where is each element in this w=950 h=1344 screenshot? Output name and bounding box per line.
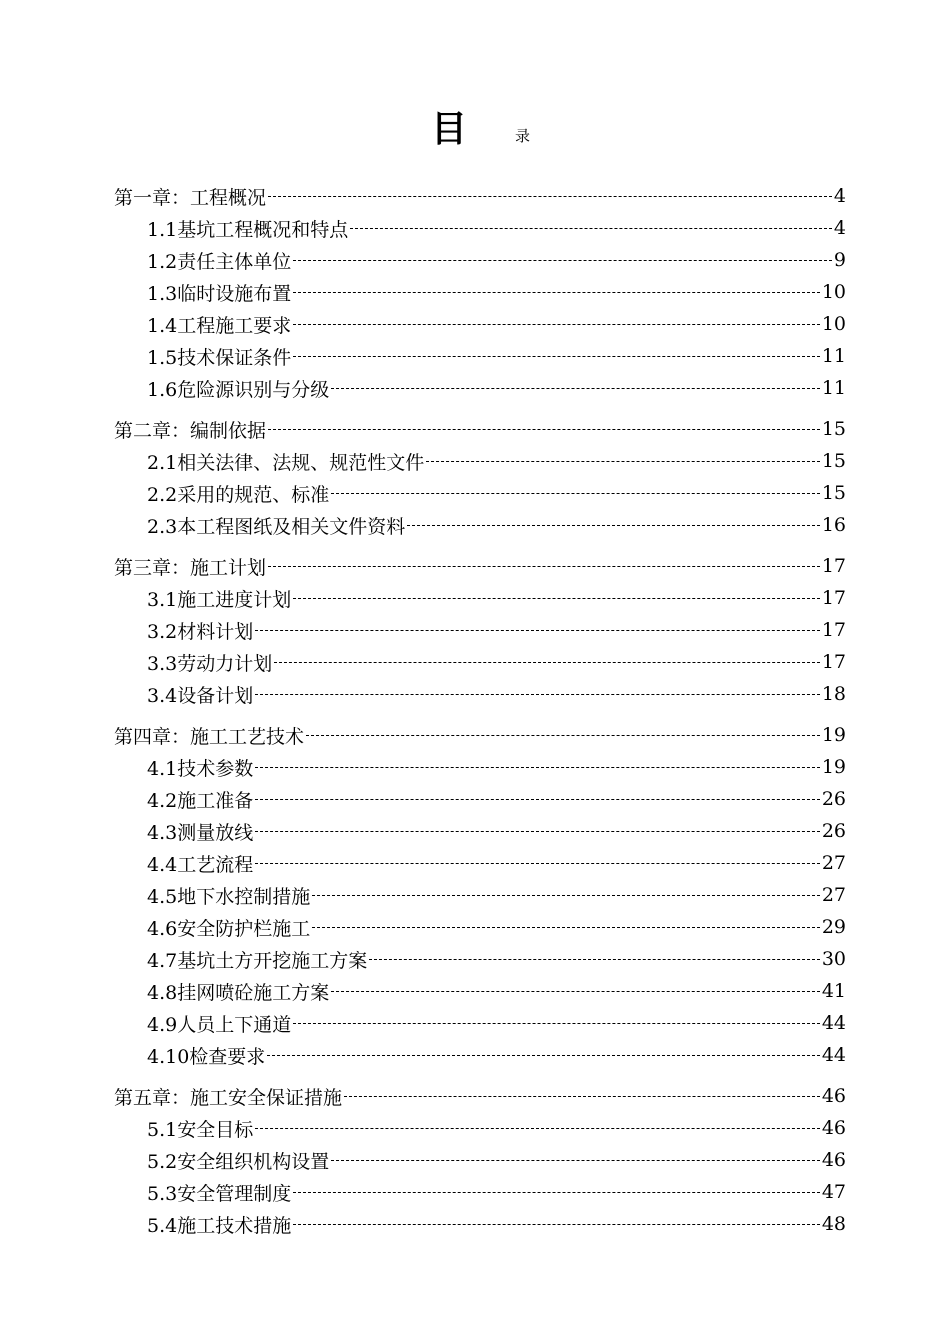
toc-entry-label: 1.6危险源识别与分级	[147, 378, 330, 401]
toc-page-number: 17	[821, 619, 846, 641]
toc-leader-line	[293, 1192, 820, 1193]
toc-page-number: 15	[821, 450, 846, 472]
toc-entry-label: 4.3测量放线	[147, 821, 254, 844]
toc-page-number: 29	[821, 916, 846, 938]
toc-section-row[interactable]	[147, 479, 846, 507]
toc-entry-label: 4.5地下水控制措施	[147, 885, 311, 908]
toc-page-number: 47	[821, 1181, 846, 1203]
toc-leader-line	[255, 863, 820, 864]
toc-section-row[interactable]	[147, 246, 846, 274]
toc-section-row[interactable]	[147, 1009, 846, 1037]
toc-page-number: 46	[821, 1117, 846, 1139]
toc-entry-label: 4.7基坑土方开挖施工方案	[147, 949, 368, 972]
toc-section-row[interactable]	[147, 1114, 846, 1142]
toc-page-number: 27	[821, 852, 846, 874]
toc-page-number: 30	[821, 948, 846, 970]
toc-section-row[interactable]	[147, 977, 846, 1005]
toc-section-row[interactable]	[147, 785, 846, 813]
toc-entry-label: 1.2责任主体单位	[147, 250, 292, 273]
toc-leader-line	[331, 991, 820, 992]
toc-page-number: 46	[821, 1085, 846, 1107]
toc-section-row[interactable]	[147, 1210, 846, 1238]
toc-section-row[interactable]	[147, 214, 846, 242]
toc-leader-line	[268, 429, 820, 430]
toc-page-number: 19	[821, 724, 846, 746]
toc-entry-label: 5.2安全组织机构设置	[147, 1150, 330, 1173]
toc-section-row[interactable]	[147, 342, 846, 370]
toc-page-number: 19	[821, 756, 846, 778]
toc-leader-line	[350, 228, 832, 229]
toc-chapter-row[interactable]	[114, 1082, 846, 1110]
toc-entry-label: 1.5技术保证条件	[147, 346, 292, 369]
toc-section-row[interactable]	[147, 1146, 846, 1174]
toc-title-mu: 目	[431, 109, 468, 150]
toc-page-number: 46	[821, 1149, 846, 1171]
toc-entry-label: 1.4工程施工要求	[147, 314, 292, 337]
toc-section-row[interactable]	[147, 584, 846, 612]
toc-section-row[interactable]	[147, 511, 846, 539]
toc-entry-label: 第五章：施工安全保证措施	[114, 1086, 343, 1109]
toc-leader-line	[331, 388, 820, 389]
toc-leader-line	[268, 566, 820, 567]
toc-title-lu: 录	[515, 127, 531, 145]
toc-section-row[interactable]	[147, 849, 846, 877]
toc-page-number: 4	[833, 185, 846, 207]
toc-leader-line	[255, 694, 820, 695]
toc-entry-label: 第四章：施工工艺技术	[114, 725, 305, 748]
toc-page-number: 10	[821, 313, 846, 335]
toc-section-row[interactable]	[147, 278, 846, 306]
toc-entry-label: 2.3本工程图纸及相关文件资料	[147, 515, 406, 538]
toc-entry-label: 第二章：编制依据	[114, 419, 267, 442]
toc-section-row[interactable]	[147, 447, 846, 475]
toc-leader-line	[426, 461, 820, 462]
toc-page-number: 41	[821, 980, 846, 1002]
toc-page-number: 17	[821, 587, 846, 609]
toc-leader-line	[344, 1096, 820, 1097]
toc-page-number: 17	[821, 555, 846, 577]
toc-chapter-row[interactable]	[114, 415, 846, 443]
toc-entry-label: 第一章：工程概况	[114, 186, 267, 209]
toc-entry-label: 4.6安全防护栏施工	[147, 917, 311, 940]
toc-section-row[interactable]	[147, 913, 846, 941]
toc-page-number: 17	[821, 651, 846, 673]
toc-page-number: 27	[821, 884, 846, 906]
toc-entry-label: 3.4设备计划	[147, 684, 254, 707]
toc-entry-label: 3.3劳动力计划	[147, 652, 273, 675]
toc-entry-label: 4.2施工准备	[147, 789, 254, 812]
toc-entry-label: 4.4工艺流程	[147, 853, 254, 876]
toc-leader-line	[255, 1128, 820, 1129]
toc-entry-label: 第三章：施工计划	[114, 556, 267, 579]
toc-page-number: 15	[821, 418, 846, 440]
toc-leader-line	[312, 927, 820, 928]
toc-leader-line	[255, 630, 820, 631]
toc-section-row[interactable]	[147, 1178, 846, 1206]
toc-page-number: 11	[821, 345, 846, 367]
toc-section-row[interactable]	[147, 310, 846, 338]
toc-leader-line	[293, 292, 820, 293]
toc-entry-label: 4.8挂网喷砼施工方案	[147, 981, 330, 1004]
toc-section-row[interactable]	[147, 753, 846, 781]
toc-page-number: 48	[821, 1213, 846, 1235]
toc-leader-line	[268, 196, 832, 197]
toc-entry-label: 4.9人员上下通道	[147, 1013, 292, 1036]
toc-section-row[interactable]	[147, 945, 846, 973]
toc-entry-label: 3.2材料计划	[147, 620, 254, 643]
toc-page-number: 18	[821, 683, 846, 705]
toc-leader-line	[274, 662, 820, 663]
toc-section-row[interactable]	[147, 680, 846, 708]
toc-leader-line	[293, 1023, 820, 1024]
toc-leader-line	[255, 799, 820, 800]
toc-entry-label: 4.1技术参数	[147, 757, 254, 780]
toc-entry-label: 1.3临时设施布置	[147, 282, 292, 305]
toc-section-row[interactable]	[147, 817, 846, 845]
toc-leader-line	[331, 493, 820, 494]
toc-page-number: 44	[821, 1044, 846, 1066]
toc-page-number: 4	[833, 217, 846, 239]
toc-chapter-row[interactable]	[114, 182, 846, 210]
toc-chapter-row[interactable]	[114, 552, 846, 580]
toc-page-number: 10	[821, 281, 846, 303]
toc-chapter-row[interactable]	[114, 721, 846, 749]
toc-leader-line	[293, 260, 832, 261]
toc-leader-line	[255, 767, 820, 768]
toc-leader-line	[306, 735, 820, 736]
toc-section-row[interactable]	[147, 374, 846, 402]
toc-leader-line	[267, 1055, 820, 1056]
toc-page-number: 15	[821, 482, 846, 504]
toc-entry-label: 5.4施工技术措施	[147, 1214, 292, 1237]
toc-leader-line	[369, 959, 820, 960]
toc-page-number: 44	[821, 1012, 846, 1034]
toc-leader-line	[312, 895, 820, 896]
toc-leader-line	[293, 1224, 820, 1225]
toc-entry-label: 2.2采用的规范、标准	[147, 483, 330, 506]
toc-page-number: 26	[821, 788, 846, 810]
toc-entry-label: 5.1安全目标	[147, 1118, 254, 1141]
toc-leader-line	[331, 1160, 820, 1161]
toc-section-row[interactable]	[147, 648, 846, 676]
toc-entry-label: 1.1基坑工程概况和特点	[147, 218, 349, 241]
toc-section-row[interactable]	[147, 1041, 846, 1069]
toc-section-row[interactable]	[147, 616, 846, 644]
toc-page-number: 11	[821, 377, 846, 399]
toc-entry-label: 2.1相关法律、法规、规范性文件	[147, 451, 425, 474]
toc-leader-line	[293, 356, 820, 357]
toc-entry-label: 3.1施工进度计划	[147, 588, 292, 611]
toc-entry-label: 5.3安全管理制度	[147, 1182, 292, 1205]
toc-entry-label: 4.10检查要求	[147, 1045, 266, 1068]
toc-leader-line	[255, 831, 820, 832]
toc-leader-line	[293, 324, 820, 325]
toc-leader-line	[293, 598, 820, 599]
toc-page-number: 26	[821, 820, 846, 842]
toc-leader-line	[407, 525, 820, 526]
toc-section-row[interactable]	[147, 881, 846, 909]
toc-page-number: 16	[821, 514, 846, 536]
toc-page-number: 9	[833, 249, 846, 271]
